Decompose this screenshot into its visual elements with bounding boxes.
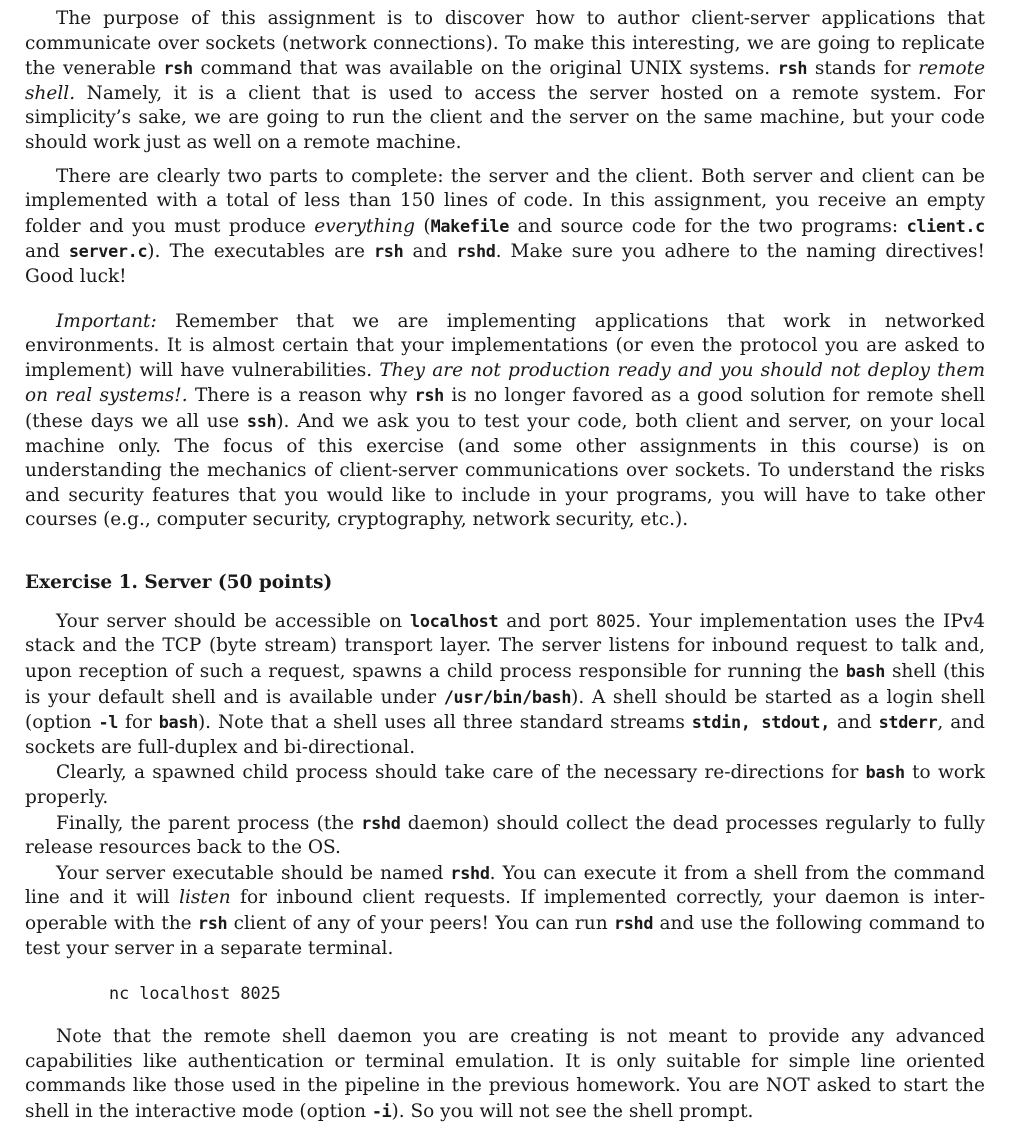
document-page (25, 7, 985, 1125)
code-bash-path: /usr/bin/bash (443, 686, 572, 707)
code-rshd: rshd (613, 913, 654, 933)
code-rsh: rsh (373, 241, 404, 262)
code-rshd: rshd (361, 812, 401, 833)
intro-paragraph-2: There are clearly two parts to complete: the server and the client. Both server and client can be implemented with a total of less than 150 lines of code. In this assignment, you receive an empty folder and you must produce everything (Makefile and source code for the two programs: client.c and server.c). The executables are rsh and rshd. Make sure you adhere to the naming directives! Good luck! (25, 165, 985, 287)
exercise-1-paragraph-1: Your server should be accessible on localhost and port 8025. Your implementation uses the IPv4 stack and the TCP (byte stream) transport layer. The server listens for inbound request to talk and, upon reception of such a request, spawns a child process responsible for running the bash shell (this is your default shell and is available under /usr/bin/bash). A shell should be started as a login shell (option -l for bash). Note that a shell uses all three standard streams stdin, stdout, and stderr, and sockets are full-duplex and bi-directional. (25, 610, 985, 758)
code-rshd: rshd (456, 241, 496, 262)
exercise-1-paragraph-5: Note that the remote shell daemon you are creating is not meant to provide any advanced capabilities like authentication or terminal emulation. It is only suitable for simple line oriented commands like those used in the pipeline in the previous homework. You are NOT asked to start the shell in the interactive mode (option -i). So you will not see the shell prompt. (25, 1026, 985, 1122)
code-ssh: ssh (246, 410, 277, 431)
intro-paragraph-1: The purpose of this assignment is to discover how to author client-server applications that communicate over sockets (network connections). To make this interesting, we are going to replicate the venerable rsh command that was available on the original UNIX systems. rsh stands for remote shell. Namely, it is a client that is used to access the server hosted on a remote system. For simplicity’s sake, we are going to run the client and the server on the same machine, but your code should work just as well on a remote machine. (25, 8, 986, 153)
exercise-1-heading: Exercise 1. Server (50 points) (25, 571, 333, 593)
code-bash: bash (865, 762, 905, 783)
code-option-i: -i (371, 1100, 392, 1121)
emphasis-everything: everything (314, 215, 415, 237)
emphasis-warning: They are not production ready and you should not deploy them on real systems!. (25, 359, 985, 407)
exercise-1-paragraph-4: Your server executable should be named rshd. You can execute it from a shell from the command line and it will listen for inbound client requests. If implemented correctly, your daemon is inter-operable with the rsh client of any of your peers! You can run rshd and use the following command to test your server in a separate terminal. (25, 862, 985, 959)
exercise-1-paragraph-2: Clearly, a spawned child process should take care of the necessary re-directions for bash to work properly. (25, 762, 985, 809)
code-rsh: rsh (163, 58, 193, 79)
code-localhost: localhost (410, 610, 499, 631)
code-bash: bash (845, 661, 886, 682)
code-rsh: rsh (414, 385, 444, 406)
important-note-paragraph: Important: Remember that we are implementing applications that work in networked environments. It is almost certain that your implementations (or even the protocol you are asked to implement) will have vulnerabilities. They are not production ready and you should not deploy them on real systems!. There is a reason why rsh is no longer favored as a good solution for remote shell (these days we all use ssh). And we ask you to test your code, both client and server, on your local machine only. The focus of this exercise (and some other assignments in this course) is on understanding the mechanics of client-server communications over sockets. To understand the risks and security features that you would like to include in your programs, you will have to take other courses (e.g., computer security, cryptography, network security, etc.). (25, 310, 985, 531)
code-client-c: client.c (906, 215, 985, 236)
test-command: nc localhost 8025 (109, 983, 281, 1004)
emphasis-listen: listen (179, 887, 231, 909)
exercise-1-paragraph-3: Finally, the parent process (the rshd daemon) should collect the dead processes regularly to fully release resources back to the OS. (25, 812, 985, 859)
code-rsh: rsh (197, 913, 228, 933)
emphasis-remote-shell: remote shell. (25, 58, 986, 104)
code-bash: bash (158, 712, 198, 733)
code-stderr: stderr (878, 712, 938, 733)
code-option-l: -l (98, 712, 119, 733)
code-server-c: server.c (68, 241, 148, 262)
code-port: 8025 (596, 610, 636, 631)
code-std-streams: stdin, stdout, (691, 712, 831, 733)
important-label: Important: (56, 310, 157, 332)
code-rshd: rshd (450, 862, 490, 883)
code-makefile: Makefile (430, 215, 510, 236)
code-rsh: rsh (777, 58, 808, 79)
